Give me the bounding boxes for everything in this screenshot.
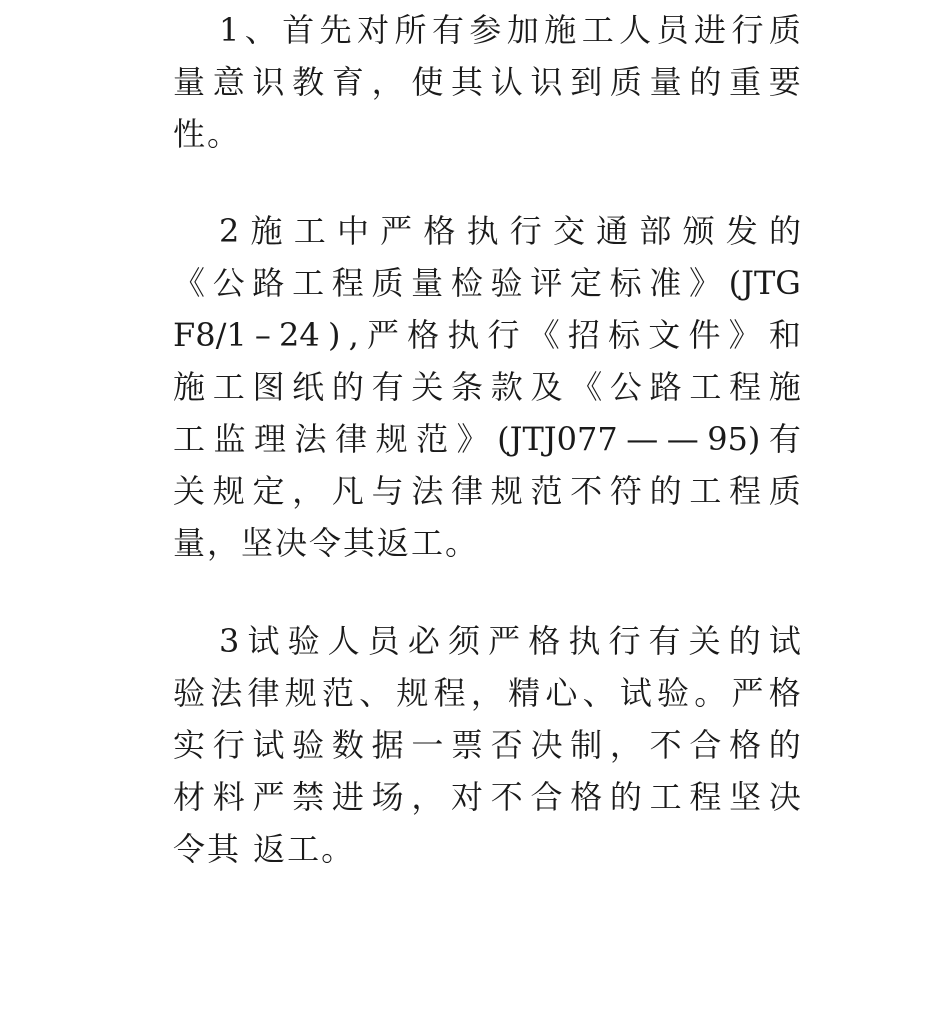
text-glyph: 规	[375, 420, 408, 458]
text-glyph: 有	[648, 622, 681, 660]
text-glyph: 不	[570, 472, 603, 510]
text-glyph: 件	[688, 316, 721, 354]
text-glyph: 格	[570, 778, 603, 816]
text-glyph: 检	[450, 264, 483, 302]
text-glyph: 关	[173, 472, 206, 510]
text-glyph: 坚	[729, 778, 762, 816]
text-glyph: 必	[407, 622, 440, 660]
text-glyph: 工	[689, 472, 722, 510]
text-glyph: 试	[619, 674, 652, 712]
text-glyph: 行	[509, 212, 542, 250]
text-glyph: 场	[371, 778, 404, 816]
text-glyph: ，	[609, 726, 642, 764]
text-glyph: 中	[336, 212, 369, 250]
text-glyph: 工	[212, 368, 245, 406]
text-glyph: 《	[173, 264, 206, 302]
text-glyph: 凡	[331, 472, 364, 510]
text-glyph: 路	[649, 368, 682, 406]
text-glyph: 范	[416, 420, 449, 458]
text-glyph: 工	[292, 264, 325, 302]
paragraph-line	[173, 257, 801, 309]
text-glyph: 工	[173, 420, 206, 458]
text-glyph: 。	[694, 674, 727, 712]
text-glyph: 教	[292, 63, 325, 101]
text-glyph: 行	[212, 726, 245, 764]
paragraph-item-3	[173, 615, 801, 875]
text-glyph: 否	[490, 726, 523, 764]
text-glyph: )	[327, 316, 341, 354]
text-glyph: 执	[447, 316, 480, 354]
text-glyph: 严	[252, 778, 285, 816]
text-glyph: 法	[294, 420, 327, 458]
text-glyph: 工	[581, 11, 614, 49]
text-glyph: 格	[407, 316, 440, 354]
text-glyph: 质	[768, 11, 801, 49]
text-glyph: —	[626, 420, 659, 458]
text-glyph: 行	[608, 622, 641, 660]
text-glyph: 公	[609, 368, 642, 406]
text-glyph: 意	[212, 63, 245, 101]
text-glyph: 验	[490, 264, 523, 302]
text-glyph: 一	[411, 726, 444, 764]
text-glyph: 准	[649, 264, 682, 302]
paragraph-line	[173, 465, 801, 517]
text-glyph: 关	[688, 622, 721, 660]
text-glyph: 材	[173, 778, 206, 816]
text-glyph: 部	[639, 212, 672, 250]
text-glyph: 验	[173, 674, 206, 712]
text-glyph: 先	[319, 11, 352, 49]
paragraph-line	[173, 4, 801, 56]
text-glyph: 3	[219, 622, 240, 660]
text-glyph: 的	[649, 472, 682, 510]
text-glyph: 验	[287, 622, 320, 660]
text-glyph: 首	[282, 11, 315, 49]
text-glyph: 严	[380, 212, 413, 250]
text-glyph: 据	[371, 726, 404, 764]
text-glyph: 的	[728, 622, 761, 660]
text-glyph: 识	[530, 63, 563, 101]
text-glyph: 标	[608, 316, 641, 354]
paragraph-line	[173, 615, 801, 667]
text-glyph: 验	[657, 674, 690, 712]
text-glyph: 《	[570, 368, 603, 406]
text-glyph: 量	[411, 264, 444, 302]
text-glyph: 24	[279, 316, 320, 354]
text-glyph: 》	[688, 264, 721, 302]
text-glyph: 行	[731, 11, 764, 49]
text-glyph: 范	[530, 472, 563, 510]
text-glyph: 的	[768, 212, 801, 250]
text-glyph: 合	[689, 726, 722, 764]
text-glyph: 试	[252, 726, 285, 764]
text-glyph: 程	[331, 264, 364, 302]
text-glyph: 、	[244, 11, 277, 49]
paragraph-line	[173, 361, 801, 413]
paragraph-item-2	[173, 205, 801, 569]
text-glyph: 所	[394, 11, 427, 49]
text-glyph: 监	[213, 420, 246, 458]
text-glyph: 律	[451, 472, 484, 510]
text-glyph: 严	[731, 674, 764, 712]
text-glyph: 交	[552, 212, 585, 250]
text-glyph: 的	[768, 726, 801, 764]
text-glyph: 纸	[292, 368, 325, 406]
text-glyph: 施	[173, 368, 206, 406]
text-glyph: 1	[219, 11, 240, 49]
text-glyph: 》	[456, 420, 489, 458]
text-glyph: 格	[729, 726, 762, 764]
text-glyph: 款	[490, 368, 523, 406]
paragraph-line	[173, 667, 801, 719]
text-glyph: 条	[451, 368, 484, 406]
paragraph-line: 令其 返工。	[173, 830, 356, 868]
text-glyph: 工	[689, 368, 722, 406]
text-glyph: –	[254, 316, 271, 354]
text-glyph: 质	[371, 264, 404, 302]
text-glyph: 数	[331, 726, 364, 764]
text-glyph: 执	[568, 622, 601, 660]
text-glyph: 料	[212, 778, 245, 816]
text-glyph: 律	[247, 674, 280, 712]
paragraph-item-1	[173, 4, 801, 160]
text-glyph: 关	[411, 368, 444, 406]
text-glyph: 进	[331, 778, 364, 816]
text-glyph: 格	[768, 674, 801, 712]
text-glyph: 使	[411, 63, 444, 101]
text-glyph: 严	[366, 316, 399, 354]
text-glyph: 、	[582, 674, 615, 712]
text-glyph: 认	[490, 63, 523, 101]
text-glyph: 育	[331, 63, 364, 101]
text-glyph: 文	[648, 316, 681, 354]
text-glyph: 须	[448, 622, 481, 660]
text-glyph: 人	[327, 622, 360, 660]
paragraph-line	[173, 56, 801, 108]
text-glyph: 决	[768, 778, 801, 816]
text-glyph: 试	[768, 622, 801, 660]
text-glyph: 《	[527, 316, 560, 354]
text-glyph: 禁	[292, 778, 325, 816]
text-glyph: 对	[451, 778, 484, 816]
text-glyph: 2	[219, 212, 240, 250]
text-glyph: 规	[490, 472, 523, 510]
text-glyph: 试	[247, 622, 280, 660]
text-glyph: 规	[396, 674, 429, 712]
text-glyph: 质	[609, 63, 642, 101]
paragraph-line	[173, 309, 801, 361]
text-glyph: 不	[649, 726, 682, 764]
text-glyph: 图	[252, 368, 285, 406]
text-glyph: 行	[487, 316, 520, 354]
text-glyph: 决	[530, 726, 563, 764]
text-glyph: 规	[212, 472, 245, 510]
text-glyph: 招	[567, 316, 600, 354]
text-glyph: 格	[423, 212, 456, 250]
text-glyph: 重	[729, 63, 762, 101]
paragraph-line	[173, 205, 801, 257]
text-glyph: 程	[689, 778, 722, 816]
text-glyph: 95)	[707, 420, 761, 458]
text-glyph: 有	[371, 368, 404, 406]
text-glyph: 不	[490, 778, 523, 816]
text-glyph: 工	[649, 778, 682, 816]
text-glyph: 标	[609, 264, 642, 302]
text-glyph: 路	[252, 264, 285, 302]
text-glyph: 其	[451, 63, 484, 101]
text-glyph: 精	[508, 674, 541, 712]
paragraph-line	[173, 719, 801, 771]
text-glyph: 施	[544, 11, 577, 49]
text-glyph: 范	[321, 674, 354, 712]
paragraph-line	[173, 771, 801, 823]
text-glyph: (JTG	[728, 264, 801, 302]
text-glyph: 工	[293, 212, 326, 250]
text-glyph: 通	[596, 212, 629, 250]
text-glyph: (JTJ077	[497, 420, 618, 458]
text-glyph: 程	[729, 368, 762, 406]
text-glyph: 实	[173, 726, 206, 764]
text-glyph: 的	[609, 778, 642, 816]
text-glyph: 施	[768, 368, 801, 406]
text-glyph: 施	[250, 212, 283, 250]
text-glyph: 员	[367, 622, 400, 660]
text-glyph: 、	[359, 674, 392, 712]
text-glyph: 评	[530, 264, 563, 302]
text-glyph: 颁	[682, 212, 715, 250]
text-glyph: 和	[768, 316, 801, 354]
text-glyph: 》	[728, 316, 761, 354]
text-glyph: 公	[212, 264, 245, 302]
text-glyph: 规	[284, 674, 317, 712]
text-glyph: 进	[694, 11, 727, 49]
text-glyph: 法	[411, 472, 444, 510]
paragraph-line: 量，坚决令其返工。	[173, 524, 480, 562]
text-glyph: 人	[619, 11, 652, 49]
text-glyph: 心	[545, 674, 578, 712]
text-glyph: 到	[570, 63, 603, 101]
text-glyph: 有	[431, 11, 464, 49]
text-glyph: ,	[348, 316, 359, 354]
text-glyph: 符	[609, 472, 642, 510]
text-glyph: 量	[649, 63, 682, 101]
text-glyph: 发	[725, 212, 758, 250]
text-glyph: 要	[768, 63, 801, 101]
text-glyph: 格	[528, 622, 561, 660]
paragraph-line: 性。	[173, 115, 242, 153]
text-glyph: 有	[768, 420, 801, 458]
text-glyph: ，	[411, 778, 444, 816]
text-glyph: 验	[292, 726, 325, 764]
text-glyph: 程	[433, 674, 466, 712]
text-glyph: 法	[210, 674, 243, 712]
text-glyph: ，	[371, 63, 404, 101]
text-glyph: 对	[357, 11, 390, 49]
text-glyph: 及	[530, 368, 563, 406]
text-glyph: 合	[530, 778, 563, 816]
text-glyph: 制	[570, 726, 603, 764]
text-glyph: 定	[569, 264, 602, 302]
paragraph-line	[173, 413, 801, 465]
text-glyph: 定	[252, 472, 285, 510]
text-glyph: 加	[506, 11, 539, 49]
text-glyph: 的	[331, 368, 364, 406]
text-glyph: 参	[469, 11, 502, 49]
text-glyph: 量	[173, 63, 206, 101]
text-glyph: 票	[451, 726, 484, 764]
text-glyph: 质	[768, 472, 801, 510]
text-glyph: 识	[252, 63, 285, 101]
text-glyph: 律	[335, 420, 368, 458]
text-glyph: 程	[729, 472, 762, 510]
text-glyph: ，	[470, 674, 503, 712]
text-glyph: 的	[689, 63, 722, 101]
text-glyph: 严	[488, 622, 521, 660]
text-glyph: F8/1	[173, 316, 247, 354]
text-glyph: 理	[254, 420, 287, 458]
text-glyph: 与	[371, 472, 404, 510]
text-glyph: 员	[656, 11, 689, 49]
text-glyph: —	[666, 420, 699, 458]
text-glyph: ，	[292, 472, 325, 510]
text-glyph: 执	[466, 212, 499, 250]
